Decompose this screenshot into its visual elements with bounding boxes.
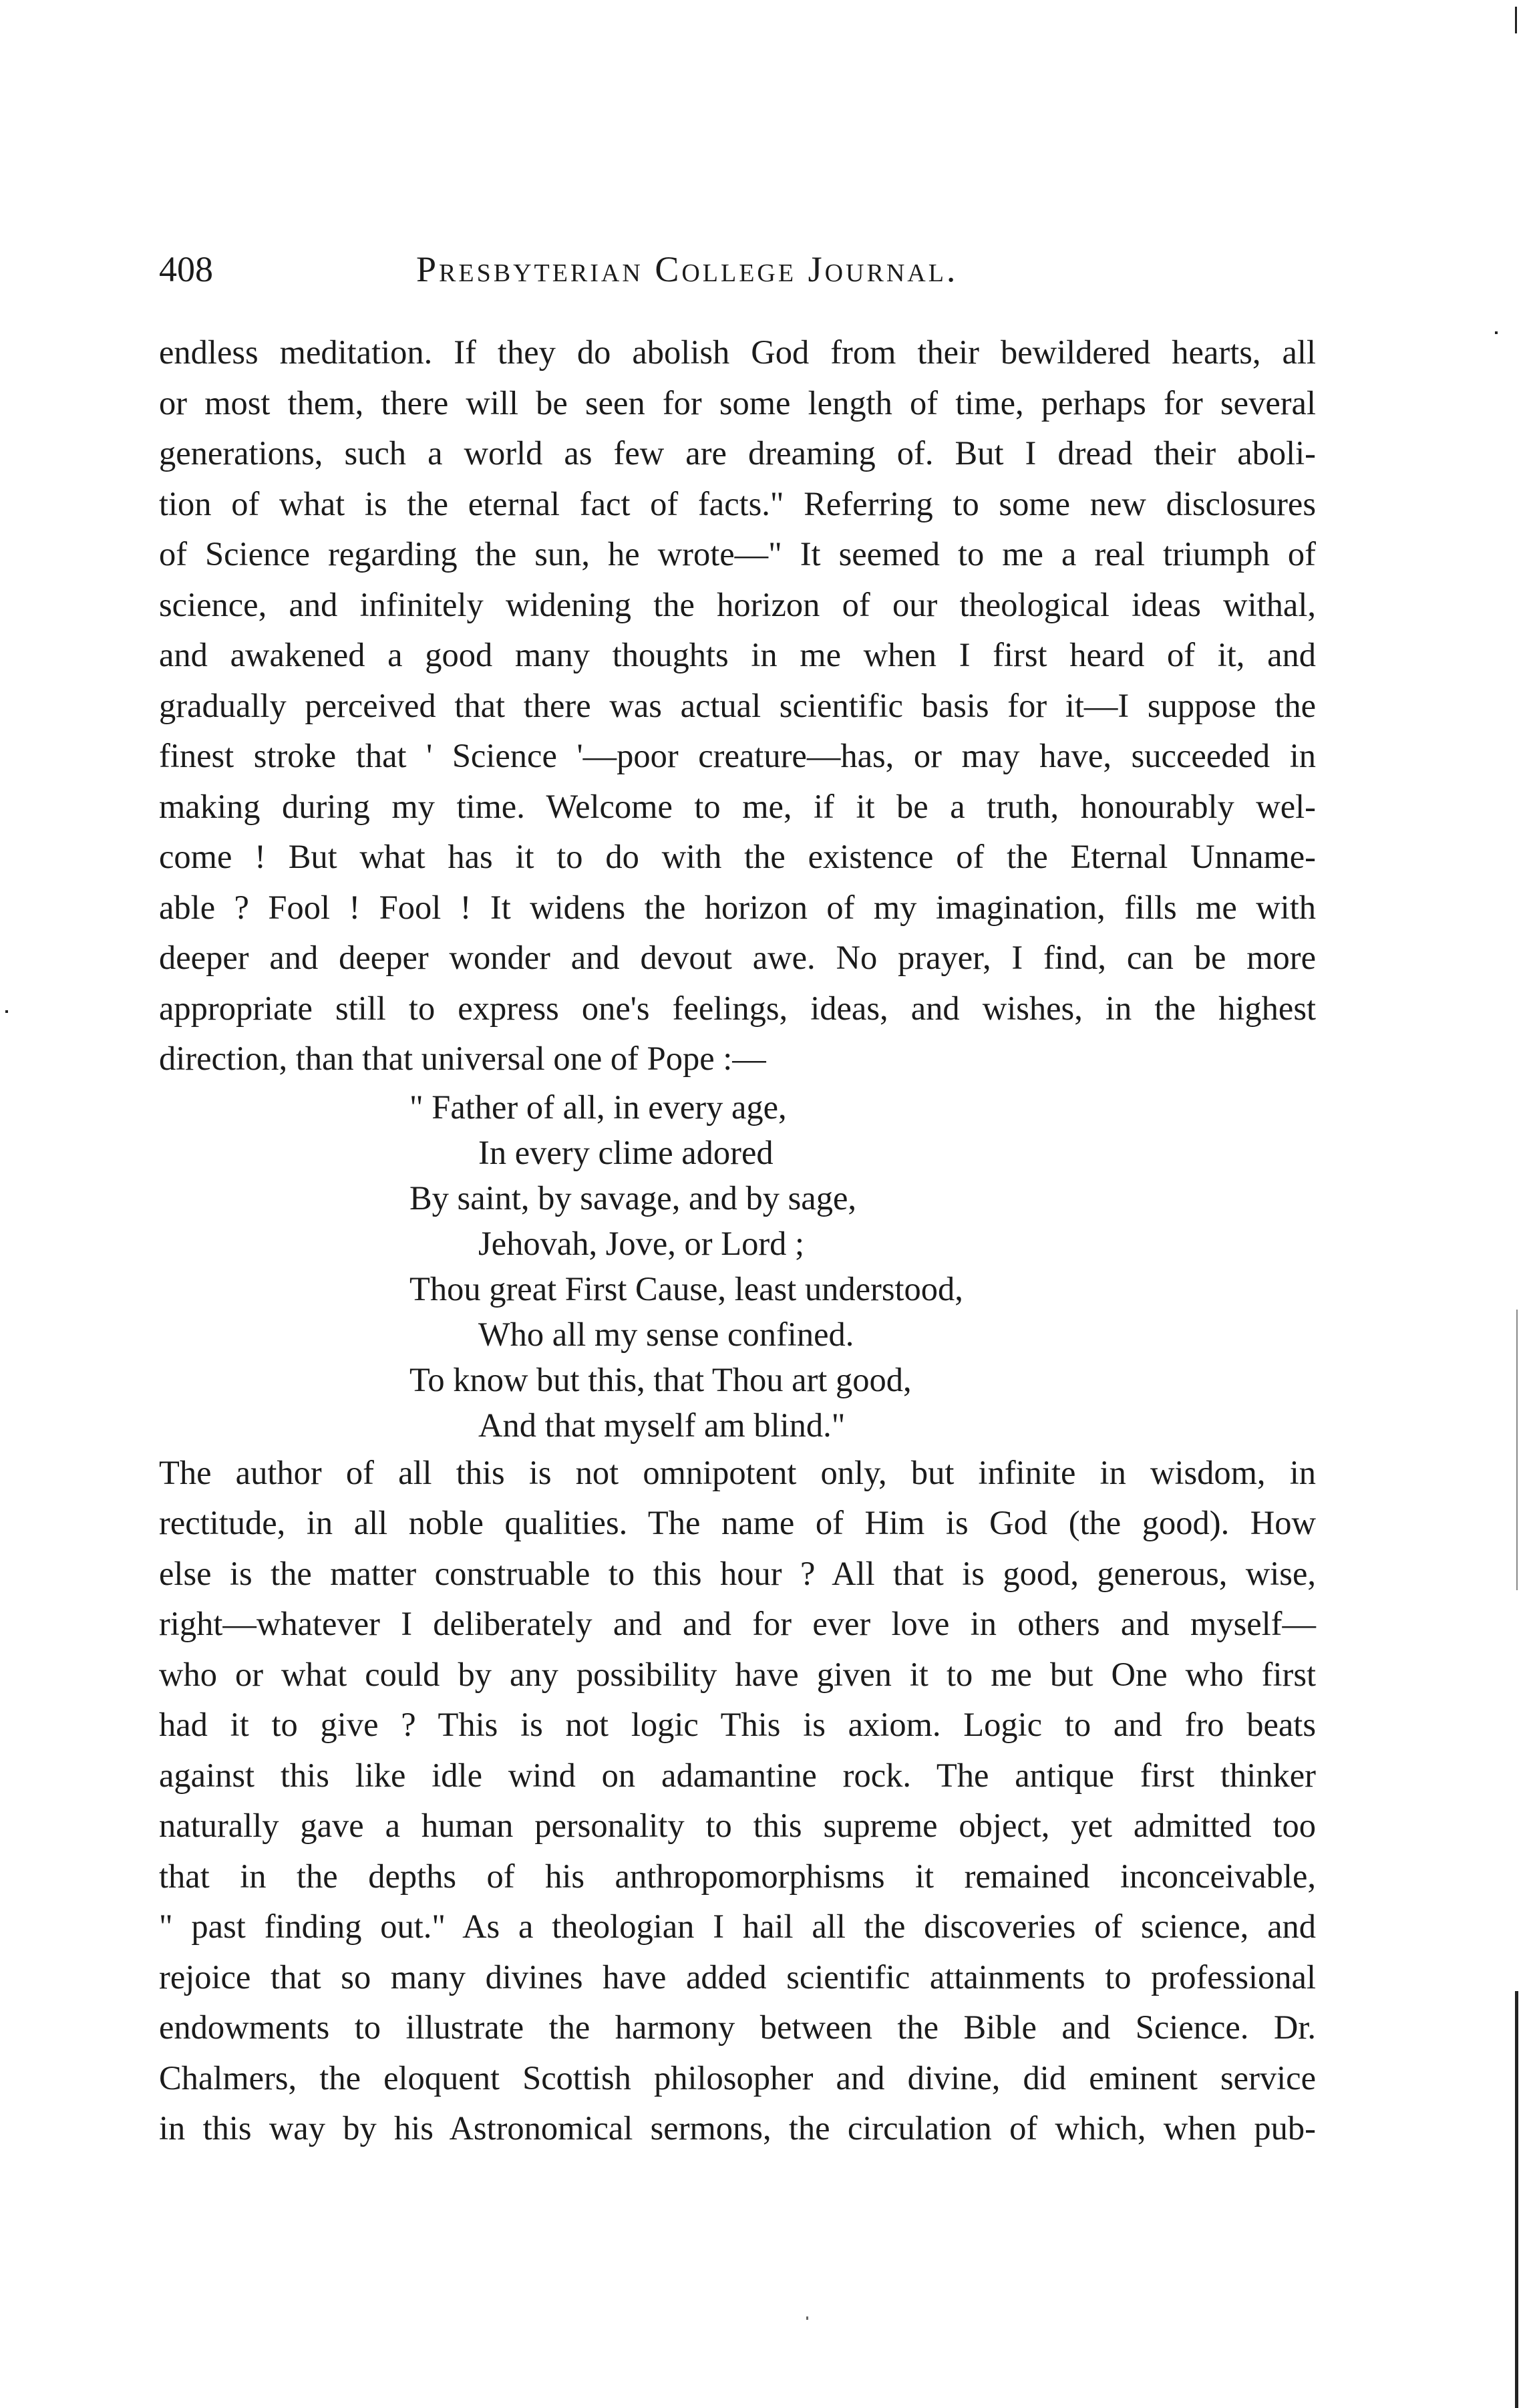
text-line: against this like idle wind on adamantine rock. The antique first thinker [159,1756,1316,1794]
text-line: " past finding out." As a theologian I hail all the discoveries of science, and [159,1908,1316,1945]
poem-line: To know but this, that Thou art good, [409,1360,912,1398]
journal-title: Presbyterian College Journal. [416,249,959,289]
text-line: making during my time. Welcome to me, if it be a truth, honourably wel- [159,787,1316,825]
scan-dot [5,1010,8,1013]
text-line: rectitude, in all noble qualities. The name of Him is God (the good). How [159,1504,1316,1541]
text-line: and awakened a good many thoughts in me when I first heard of it, and [159,636,1316,673]
paragraph-before-poem [159,327,1316,1084]
text-line: or most them, there will be seen for some length of time, perhaps for several [159,384,1316,422]
text-line: generations, such a world as few are dreaming of. But I dread their aboli- [159,434,1316,472]
text-line: direction, than that universal one of Pope :— [159,1040,766,1077]
text-line: endowments to illustrate the harmony between the Bible and Science. Dr. [159,2008,1316,2046]
scan-dot [806,2316,808,2320]
text-line: finest stroke that ' Science '—poor creature—has, or may have, succeeded in [159,737,1316,774]
paragraph-after-poem [159,1448,1316,2154]
text-line: rejoice that so many divines have added scientific attainments to professional [159,1958,1316,1996]
text-line: endless meditation. If they do abolish God from their bewildered hearts, all [159,333,1316,371]
body-text [159,327,1316,2154]
text-line: naturally gave a human personality to this supreme object, yet admitted too [159,1807,1316,1844]
running-head [159,246,1315,293]
text-line: in this way by his Astronomical sermons, the circulation of which, when pub- [159,2109,1316,2147]
poem-line: And that myself am blind." [478,1406,846,1444]
scan-edge-mark [1516,1310,1518,1590]
text-line: right—whatever I deliberately and and for ever love in others and myself— [159,1605,1316,1642]
text-line: Chalmers, the eloquent Scottish philosopher and divine, did eminent service [159,2059,1316,2097]
page-number: 408 [159,249,213,289]
poem-line: In every clime adored [478,1133,774,1171]
text-line: appropriate still to express one's feelings, ideas, and wishes, in the highest [159,989,1316,1027]
text-line: The author of all this is not omnipotent only, but infinite in wisdom, in [159,1453,1316,1491]
poem-quotation [159,1084,1316,1448]
poem-line: Who all my sense confined. [478,1315,854,1353]
text-line: deeper and deeper wonder and devout awe. No prayer, I find, can be more [159,939,1316,976]
poem-line: " Father of all, in every age, [409,1088,787,1126]
text-line: of Science regarding the sun, he wrote—" It seemed to me a real triumph of [159,535,1316,573]
text-line: come ! But what has it to do with the existence of the Eternal Unname- [159,838,1316,875]
poem-line: Jehovah, Jove, or Lord ; [478,1224,805,1262]
text-line: who or what could by any possibility have given it to me but One who first [159,1655,1316,1693]
text-line: science, and infinitely widening the horizon of our theological ideas withal, [159,585,1316,623]
scan-edge-mark [1515,7,1517,33]
text-line: that in the depths of his anthropomorphisms it remained inconceivable, [159,1857,1316,1895]
text-line: else is the matter construable to this hour ? All that is good, generous, wise, [159,1554,1316,1592]
poem-line: By saint, by savage, and by sage, [409,1179,856,1217]
text-line: had it to give ? This is not logic This is axiom. Logic to and fro beats [159,1706,1316,1743]
scan-dot [1495,331,1498,334]
text-line: tion of what is the eternal fact of facts." Referring to some new disclosures [159,484,1316,522]
poem-line: Thou great First Cause, least understood, [409,1269,963,1308]
text-line: gradually perceived that there was actual scientific basis for it—I suppose the [159,686,1316,724]
scan-edge-mark [1515,1991,1518,2408]
text-line: able ? Fool ! Fool ! It widens the horizon of my imagination, fills me with [159,888,1316,926]
